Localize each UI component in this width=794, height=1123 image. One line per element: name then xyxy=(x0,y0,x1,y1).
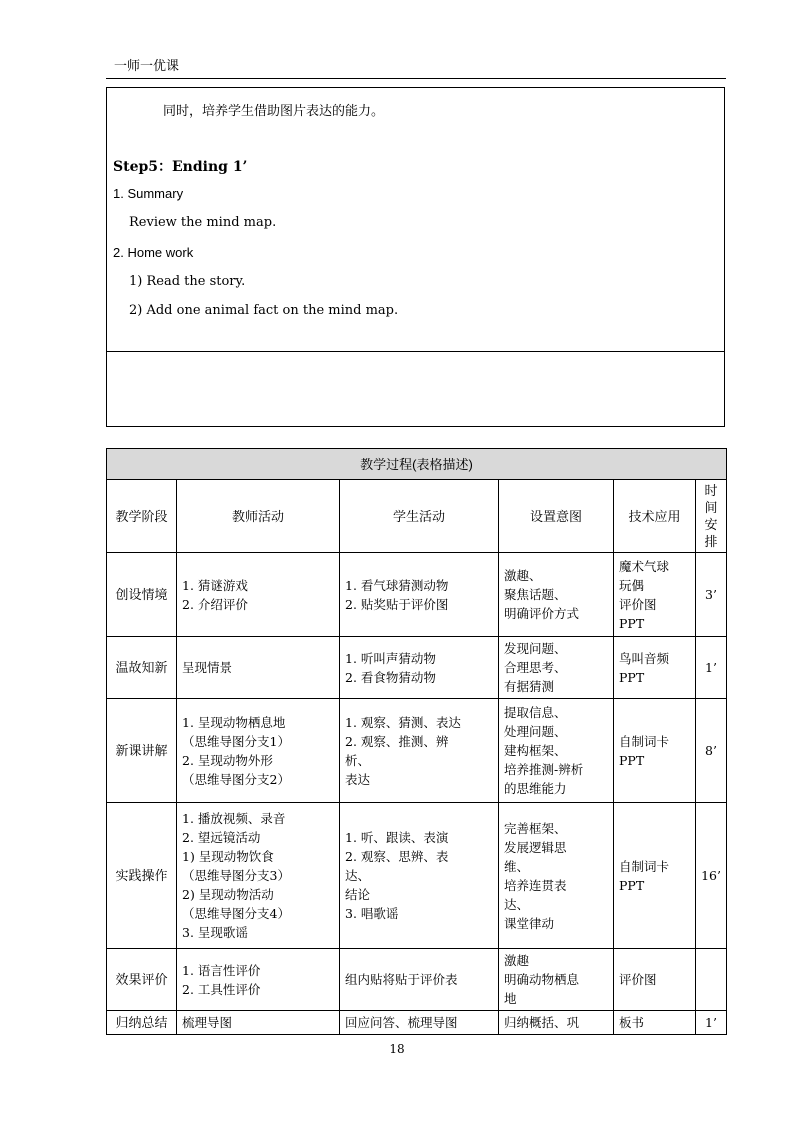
tech-cell-line: PPT xyxy=(619,752,645,768)
header-tech: 技术应用 xyxy=(614,480,696,553)
header-intent: 设置意图 xyxy=(499,480,614,553)
intent-cell-line: 地 xyxy=(504,991,517,1006)
tech-cell-line: PPT xyxy=(619,669,645,685)
intent-cell-line: 培养推测-辨析 xyxy=(504,762,584,777)
time-cell: 8’ xyxy=(696,699,727,803)
student-cell-line: 1. 听、跟读、表演 xyxy=(345,830,449,845)
time-cell: 16’ xyxy=(696,803,727,949)
table-row xyxy=(107,553,727,637)
student-cell xyxy=(340,699,499,803)
intent-cell-line: 的思维能力 xyxy=(504,781,567,796)
teacher-cell xyxy=(177,1011,340,1035)
header-teacher: 教师活动 xyxy=(177,480,340,553)
homework-title: 2. Home work xyxy=(113,245,194,260)
tech-cell-line: 评价图 xyxy=(619,972,657,987)
tech-cell xyxy=(614,553,696,637)
intent-cell xyxy=(499,637,614,699)
tech-cell-line: PPT xyxy=(619,615,645,631)
header-stage: 教学阶段 xyxy=(107,480,177,553)
summary-item: Review the mind map. xyxy=(129,215,277,230)
student-cell xyxy=(340,553,499,637)
tech-cell xyxy=(614,699,696,803)
intent-cell-line: 明确动物栖息 xyxy=(504,972,580,987)
intent-cell-line: 激趣、 xyxy=(504,568,542,583)
intent-cell-line: 处理问题、 xyxy=(504,724,567,739)
student-cell-line: 1. 听叫声猜动物 xyxy=(345,650,436,666)
teacher-cell-line: 1. 呈现动物栖息地 xyxy=(182,714,286,730)
teacher-cell-line: 1. 猜谜游戏 xyxy=(182,577,248,593)
student-cell-line: 达、 xyxy=(345,868,371,883)
intent-cell-line: 达、 xyxy=(504,896,530,912)
teacher-cell-line: 呈现情景 xyxy=(182,660,233,675)
table-row xyxy=(107,1011,727,1035)
table-row xyxy=(107,637,727,699)
student-cell-line: 3. 唱歌谣 xyxy=(345,906,399,921)
intent-cell-line: 完善框架、 xyxy=(504,820,567,836)
teacher-cell-line: 2. 呈现动物外形 xyxy=(182,752,273,768)
table-row xyxy=(107,949,727,1011)
tech-cell xyxy=(614,637,696,699)
homework-item: 2) Add one animal fact on the mind map. xyxy=(129,303,399,318)
continuation-text: 同时，培养学生借助图片表达的能力。 xyxy=(163,104,385,119)
stage-cell: 新课讲解 xyxy=(107,699,177,803)
stage-cell: 创设情境 xyxy=(107,553,177,637)
continuation-box xyxy=(106,87,725,352)
homework-item: 1) Read the story. xyxy=(129,274,246,289)
header-time: 时间安排 xyxy=(696,480,727,553)
time-cell: 1’ xyxy=(696,1011,727,1035)
summary-title: 1. Summary xyxy=(113,186,184,201)
tech-cell-line: 板书 xyxy=(619,1015,645,1030)
intent-cell xyxy=(499,1011,614,1035)
student-cell-line: 2. 贴奖贴于评价图 xyxy=(345,596,449,612)
teacher-cell xyxy=(177,553,340,637)
intent-cell-line: 提取信息、 xyxy=(504,705,567,720)
teacher-cell-line: 梳理导图 xyxy=(182,1015,233,1030)
teacher-cell-line: 2. 介绍评价 xyxy=(182,596,248,612)
tech-cell-line: 玩偶 xyxy=(619,577,645,593)
intent-cell-line: 维、 xyxy=(504,858,530,874)
intent-cell-line: 发展逻辑思 xyxy=(504,839,567,855)
time-cell: 3’ xyxy=(696,553,727,637)
student-cell-line: 2. 观察、思辨、表 xyxy=(345,849,449,864)
intent-cell xyxy=(499,553,614,637)
time-cell xyxy=(696,949,727,1011)
teacher-cell-line: （思维导图分支1） xyxy=(182,733,290,749)
table-row xyxy=(107,699,727,803)
teaching-process-table xyxy=(106,448,727,1035)
stage-cell: 归纳总结 xyxy=(107,1011,177,1035)
stage-cell: 实践操作 xyxy=(107,803,177,949)
teacher-cell-line: 1. 播放视频、录音 xyxy=(182,811,286,826)
table-title: 教学过程(表格描述) xyxy=(107,449,727,480)
student-cell-line: 组内贴将贴于评价表 xyxy=(345,972,458,987)
teacher-cell-line: 3. 呈现歌谣 xyxy=(182,925,248,940)
stage-cell: 效果评价 xyxy=(107,949,177,1011)
page-number: 18 xyxy=(389,1042,405,1056)
intent-cell-line: 合理思考、 xyxy=(504,660,567,675)
empty-box xyxy=(106,351,725,427)
student-cell-line: 2. 观察、推测、辨 xyxy=(345,733,449,749)
intent-cell-line: 归纳概括、巩 xyxy=(504,1015,580,1030)
student-cell-line: 结论 xyxy=(345,887,371,902)
student-cell-line: 1. 看气球猜测动物 xyxy=(345,577,449,593)
teacher-cell xyxy=(177,803,340,949)
tech-cell-line: 鸟叫音频 xyxy=(619,650,670,666)
teacher-cell-line: 1) 呈现动物饮食 xyxy=(182,849,274,864)
tech-cell xyxy=(614,949,696,1011)
intent-cell-line: 激趣 xyxy=(504,953,530,968)
intent-cell-line: 聚焦话题、 xyxy=(504,587,567,602)
table-row xyxy=(107,803,727,949)
teacher-cell-line: （思维导图分支4） xyxy=(182,906,290,921)
student-cell xyxy=(340,637,499,699)
intent-cell-line: 培养连贯表 xyxy=(504,877,567,893)
student-cell-line: 1. 观察、猜测、表达 xyxy=(345,714,461,730)
intent-cell-line: 建构框架、 xyxy=(504,743,567,758)
tech-cell xyxy=(614,1011,696,1035)
student-cell xyxy=(340,803,499,949)
intent-cell-line: 课堂律动 xyxy=(504,915,555,931)
student-cell-line: 回应问答、梳理导图 xyxy=(345,1015,458,1030)
intent-cell xyxy=(499,803,614,949)
tech-cell-line: 魔术气球 xyxy=(619,558,670,574)
teacher-cell xyxy=(177,637,340,699)
teacher-cell-line: 1. 语言性评价 xyxy=(182,962,261,978)
tech-cell-line: 自制词卡 xyxy=(619,858,670,874)
intent-cell xyxy=(499,949,614,1011)
intent-cell-line: 有据猜测 xyxy=(504,679,555,694)
student-cell xyxy=(340,1011,499,1035)
teacher-cell-line: 2) 呈现动物活动 xyxy=(182,887,274,902)
student-cell-line: 表达 xyxy=(345,771,371,787)
teacher-cell xyxy=(177,949,340,1011)
tech-cell xyxy=(614,803,696,949)
teacher-cell-line: 2. 望远镜活动 xyxy=(182,830,261,845)
teacher-cell-line: （思维导图分支3） xyxy=(182,868,290,883)
header-rule xyxy=(106,78,726,79)
student-cell-line: 2. 看食物猜动物 xyxy=(345,669,436,685)
student-cell-line: 析、 xyxy=(345,752,371,768)
stage-cell: 温故知新 xyxy=(107,637,177,699)
teacher-cell xyxy=(177,699,340,803)
page-header: 一师一优课 xyxy=(114,59,180,74)
intent-cell-line: 发现问题、 xyxy=(504,641,567,656)
tech-cell-line: PPT xyxy=(619,877,645,893)
student-cell xyxy=(340,949,499,1011)
intent-cell-line: 明确评价方式 xyxy=(504,606,580,621)
time-cell: 1’ xyxy=(696,637,727,699)
tech-cell-line: 自制词卡 xyxy=(619,733,670,749)
teacher-cell-line: 2. 工具性评价 xyxy=(182,981,261,997)
step-title: Step5：Ending 1’ xyxy=(113,159,248,175)
teacher-cell-line: （思维导图分支2） xyxy=(182,771,290,787)
tech-cell-line: 评价图 xyxy=(619,596,657,612)
header-student: 学生活动 xyxy=(340,480,499,553)
intent-cell xyxy=(499,699,614,803)
